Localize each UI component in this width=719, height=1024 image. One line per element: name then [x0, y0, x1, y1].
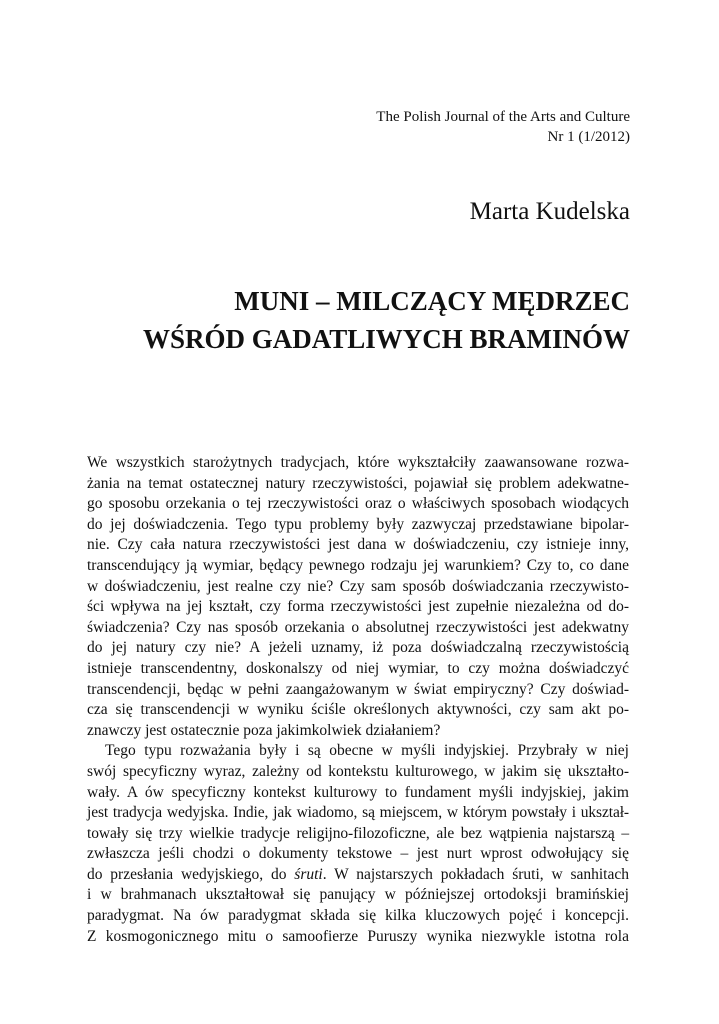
body-line: Tego typu rozważania były i są obecne w myśli indyjskiej. Przybrały w niej [105, 742, 629, 760]
title-line-1: MUNI – MILCZĄCY MĘDRZEC [234, 286, 630, 316]
article-body [87, 453, 629, 947]
body-line: towały się trzy wielkie tradycje religijno-filozoficzne, ale bez wątpienia najstarszą – [87, 824, 629, 842]
body-line: wały. A ów specyficzny kontekst kulturowy to fundament myśli indyjskiej, jakim [87, 783, 629, 801]
body-line: do jej natury czy nie? A jeżeli uznamy, iż poza doświadczalną rzeczywistością [87, 639, 629, 657]
journal-name: The Polish Journal of the Arts and Culture [376, 109, 630, 125]
body-line: i w brahmanach ukształtował się panujący w późniejszej ortodoksji bramińskiej [87, 886, 629, 904]
body-line: cza się transcendencji w wyniku ściśle określonych aktywności, czy sam akt po- [87, 701, 629, 719]
body-line-with-italic [87, 865, 629, 886]
body-line: w doświadczeniu, jest realne czy nie? Czy sam sposób doświadczania rzeczywisto- [87, 577, 629, 595]
body-text-segment: do przesłania wedyjskiego, do [87, 865, 295, 883]
journal-issue: Nr 1 (1/2012) [547, 129, 630, 145]
article-title [143, 282, 630, 358]
body-line: zwłaszcza jeśli chodzi o dokumenty tekstowe – jest nurt wprost odwołujący się [87, 845, 629, 863]
body-line: znawczy jest ostatecznie poza jakimkolwiek działaniem? [87, 721, 441, 739]
body-line: jest tradycja wedyjska. Indie, jak wiadomo, są miejscem, w którym powstały i ukształ- [87, 804, 629, 822]
body-line: We wszystkich starożytnych tradycjach, które wykształciły zaawansowane rozwa- [87, 454, 629, 471]
body-line: swój specyficzny wyraz, zależny od kontekstu kulturowego, w jakim się ukształto- [87, 762, 629, 780]
italic-term: śruti [294, 865, 323, 883]
author-name: Marta Kudelska [469, 198, 630, 225]
journal-header [376, 107, 630, 147]
body-line: istnieje transcendentny, doskonalszy od niej wymiar, to czy można doświadczyć [87, 659, 629, 677]
body-line: nie. Czy cała natura rzeczywistości jest dana w doświadczeniu, czy istnieje inny, [87, 536, 629, 554]
body-line: Z kosmogonicznego mitu o samoofierze Puruszy wynika niezwykle istotna rola [87, 927, 629, 945]
body-line: transcendencji, będąc w pełni zaangażowanym w świat empiryczny? Czy doświad- [87, 680, 629, 698]
body-text-segment: . W najstarszych pokładach śruti, w sanhitach [322, 865, 629, 883]
body-line: do jej doświadczenia. Tego typu problemy były zazwyczaj przedstawiane bipolar- [87, 515, 629, 533]
body-line: paradygmat. Na ów paradygmat składa się kilka kluczowych pojęć i koncepcji. [87, 907, 629, 925]
body-line: ści wpływa na jej kształt, czy forma rzeczywistości jest zupełnie niezależna od do- [87, 598, 629, 616]
title-line-2: WŚRÓD GADATLIWYCH BRAMINÓW [142, 324, 630, 354]
body-line: żania na temat ostatecznej natury rzeczywistości, pojawiał się problem adekwatne- [87, 474, 629, 492]
body-line: go sposobu orzekania o tej rzeczywistości oraz o właściwych sposobach wiodących [87, 495, 629, 513]
body-line: świadczenia? Czy nas sposób orzekania o absolutnej rzeczywistości jest adekwatny [87, 618, 629, 636]
body-line: transcendujący ją wymiar, będący pewnego rodzaju jej warunkiem? Czy to, co dane [87, 556, 629, 574]
